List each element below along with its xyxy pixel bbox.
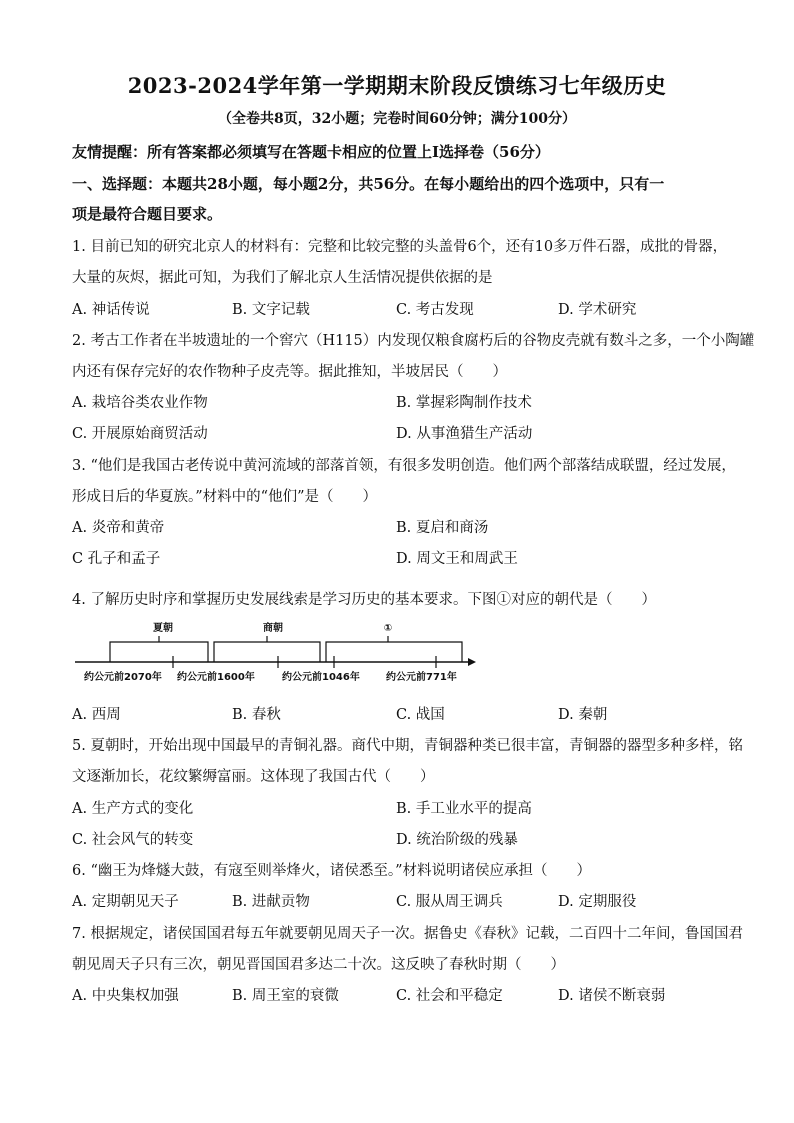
- option-a[interactable]: A. 定期朝见天子: [72, 894, 179, 910]
- option-c[interactable]: C. 考古发现: [396, 302, 474, 318]
- option-d[interactable]: D. 诸侯不断衰弱: [558, 988, 666, 1004]
- option-b[interactable]: B. 掌握彩陶制作技术: [396, 395, 532, 411]
- option-d[interactable]: D. 周文王和周武王: [396, 551, 518, 567]
- dynasty-timeline: [70, 616, 480, 688]
- question-text: 6. “幽王为烽燧大鼓，有寇至则举烽火，诸侯悉至。”材料说明诸侯应承担（ ）: [72, 863, 592, 879]
- option-c[interactable]: C 孔子和孟子: [72, 551, 161, 567]
- option-d[interactable]: D. 统治阶级的残暴: [396, 832, 518, 848]
- option-c[interactable]: C. 开展原始商贸活动: [72, 426, 208, 442]
- option-c[interactable]: C. 服从周王调兵: [396, 894, 503, 910]
- section-heading-line1: 一、选择题：本题共28小题，每小题2分，共56分。在每小题给出的四个选项中，只有一: [72, 175, 665, 193]
- timeline-arrow: [468, 658, 476, 666]
- question-text: 5. 夏朝时，开始出现中国最早的青铜礼器。商代中期，青铜器种类已很丰富，青铜器的器型多种多样，铭: [72, 738, 743, 754]
- question-text: 内还有保存完好的农作物种子皮壳等。据此推知，半坡居民（ ）: [72, 364, 507, 380]
- date-label: 约公元前771年: [386, 672, 457, 683]
- option-a[interactable]: A. 生产方式的变化: [72, 801, 194, 817]
- question-text: 大量的灰烬，据此可知，为我们了解北京人生活情况提供依据的是: [72, 270, 493, 286]
- reminder-text: 友情提醒：所有答案都必须填写在答题卡相应的位置上Ⅰ选择卷（56分）: [72, 143, 550, 161]
- option-b[interactable]: B. 文字记载: [232, 302, 310, 318]
- option-b[interactable]: B. 夏启和商汤: [396, 520, 489, 536]
- option-d[interactable]: D. 定期服役: [558, 894, 637, 910]
- option-d[interactable]: D. 学术研究: [558, 302, 637, 318]
- option-a[interactable]: A. 炎帝和黄帝: [72, 520, 165, 536]
- option-b[interactable]: B. 进献贡物: [232, 894, 310, 910]
- option-a[interactable]: A. 栽培谷类农业作物: [72, 395, 208, 411]
- option-c[interactable]: C. 战国: [396, 707, 445, 723]
- question-text: 朝见周天子只有三次，朝见晋国国君多达二十次。这反映了春秋时期（ ）: [72, 957, 565, 973]
- option-b[interactable]: B. 周王室的衰微: [232, 988, 339, 1004]
- option-b[interactable]: B. 春秋: [232, 707, 281, 723]
- period-label: ①: [383, 623, 393, 634]
- date-label: 约公元前2070年: [84, 672, 162, 683]
- question-text: 2. 考古工作者在半坡遗址的一个窖穴（H115）内发现仅粮食腐朽后的谷物皮壳就有数斗之多，一个小陶罐: [72, 333, 755, 349]
- question-text: 7. 根据规定，诸侯国国君每五年就要朝见周天子一次。据鲁史《春秋》记载，二百四十二年间，鲁国国君: [72, 926, 743, 942]
- period-bracket-xia: [110, 642, 208, 662]
- option-d[interactable]: D. 从事渔猎生产活动: [396, 426, 533, 442]
- date-label: 约公元前1600年: [177, 672, 255, 683]
- option-a[interactable]: A. 西周: [72, 707, 121, 723]
- question-text: 形成日后的华夏族。”材料中的“他们”是（ ）: [72, 489, 377, 505]
- question-text: 3. “他们是我国古老传说中黄河流域的部落首领，有很多发明创造。他们两个部落结成联盟，经过发展，: [72, 458, 736, 474]
- section-heading-line2: 项是最符合题目要求。: [72, 205, 223, 223]
- period-label: 商朝: [263, 623, 283, 634]
- option-a[interactable]: A. 神话传说: [72, 302, 150, 318]
- date-label: 约公元前1046年: [282, 672, 360, 683]
- exam-title: 2023-2024学年第一学期期末阶段反馈练习七年级历史: [127, 73, 667, 98]
- option-c[interactable]: C. 社会风气的转变: [72, 832, 194, 848]
- option-a[interactable]: A. 中央集权加强: [72, 988, 179, 1004]
- question-text: 文逐渐加长，花纹繁缛富丽。这体现了我国古代（ ）: [72, 769, 435, 785]
- period-bracket-1: [326, 642, 462, 662]
- question-text: 4. 了解历史时序和掌握历史发展线索是学习历史的基本要求。下图①对应的朝代是（ ）: [72, 592, 656, 608]
- period-label: 夏朝: [153, 623, 173, 634]
- option-c[interactable]: C. 社会和平稳定: [396, 988, 503, 1004]
- option-d[interactable]: D. 秦朝: [558, 707, 608, 723]
- exam-subtitle: （全卷共8页，32小题；完卷时间60分钟；满分100分）: [218, 111, 576, 127]
- option-b[interactable]: B. 手工业水平的提高: [396, 801, 532, 817]
- question-text: 1. 目前已知的研究北京人的材料有：完整和比较完整的头盖骨6个，还有10多万件石器，成批的骨器，: [72, 239, 728, 255]
- period-bracket-shang: [214, 642, 320, 662]
